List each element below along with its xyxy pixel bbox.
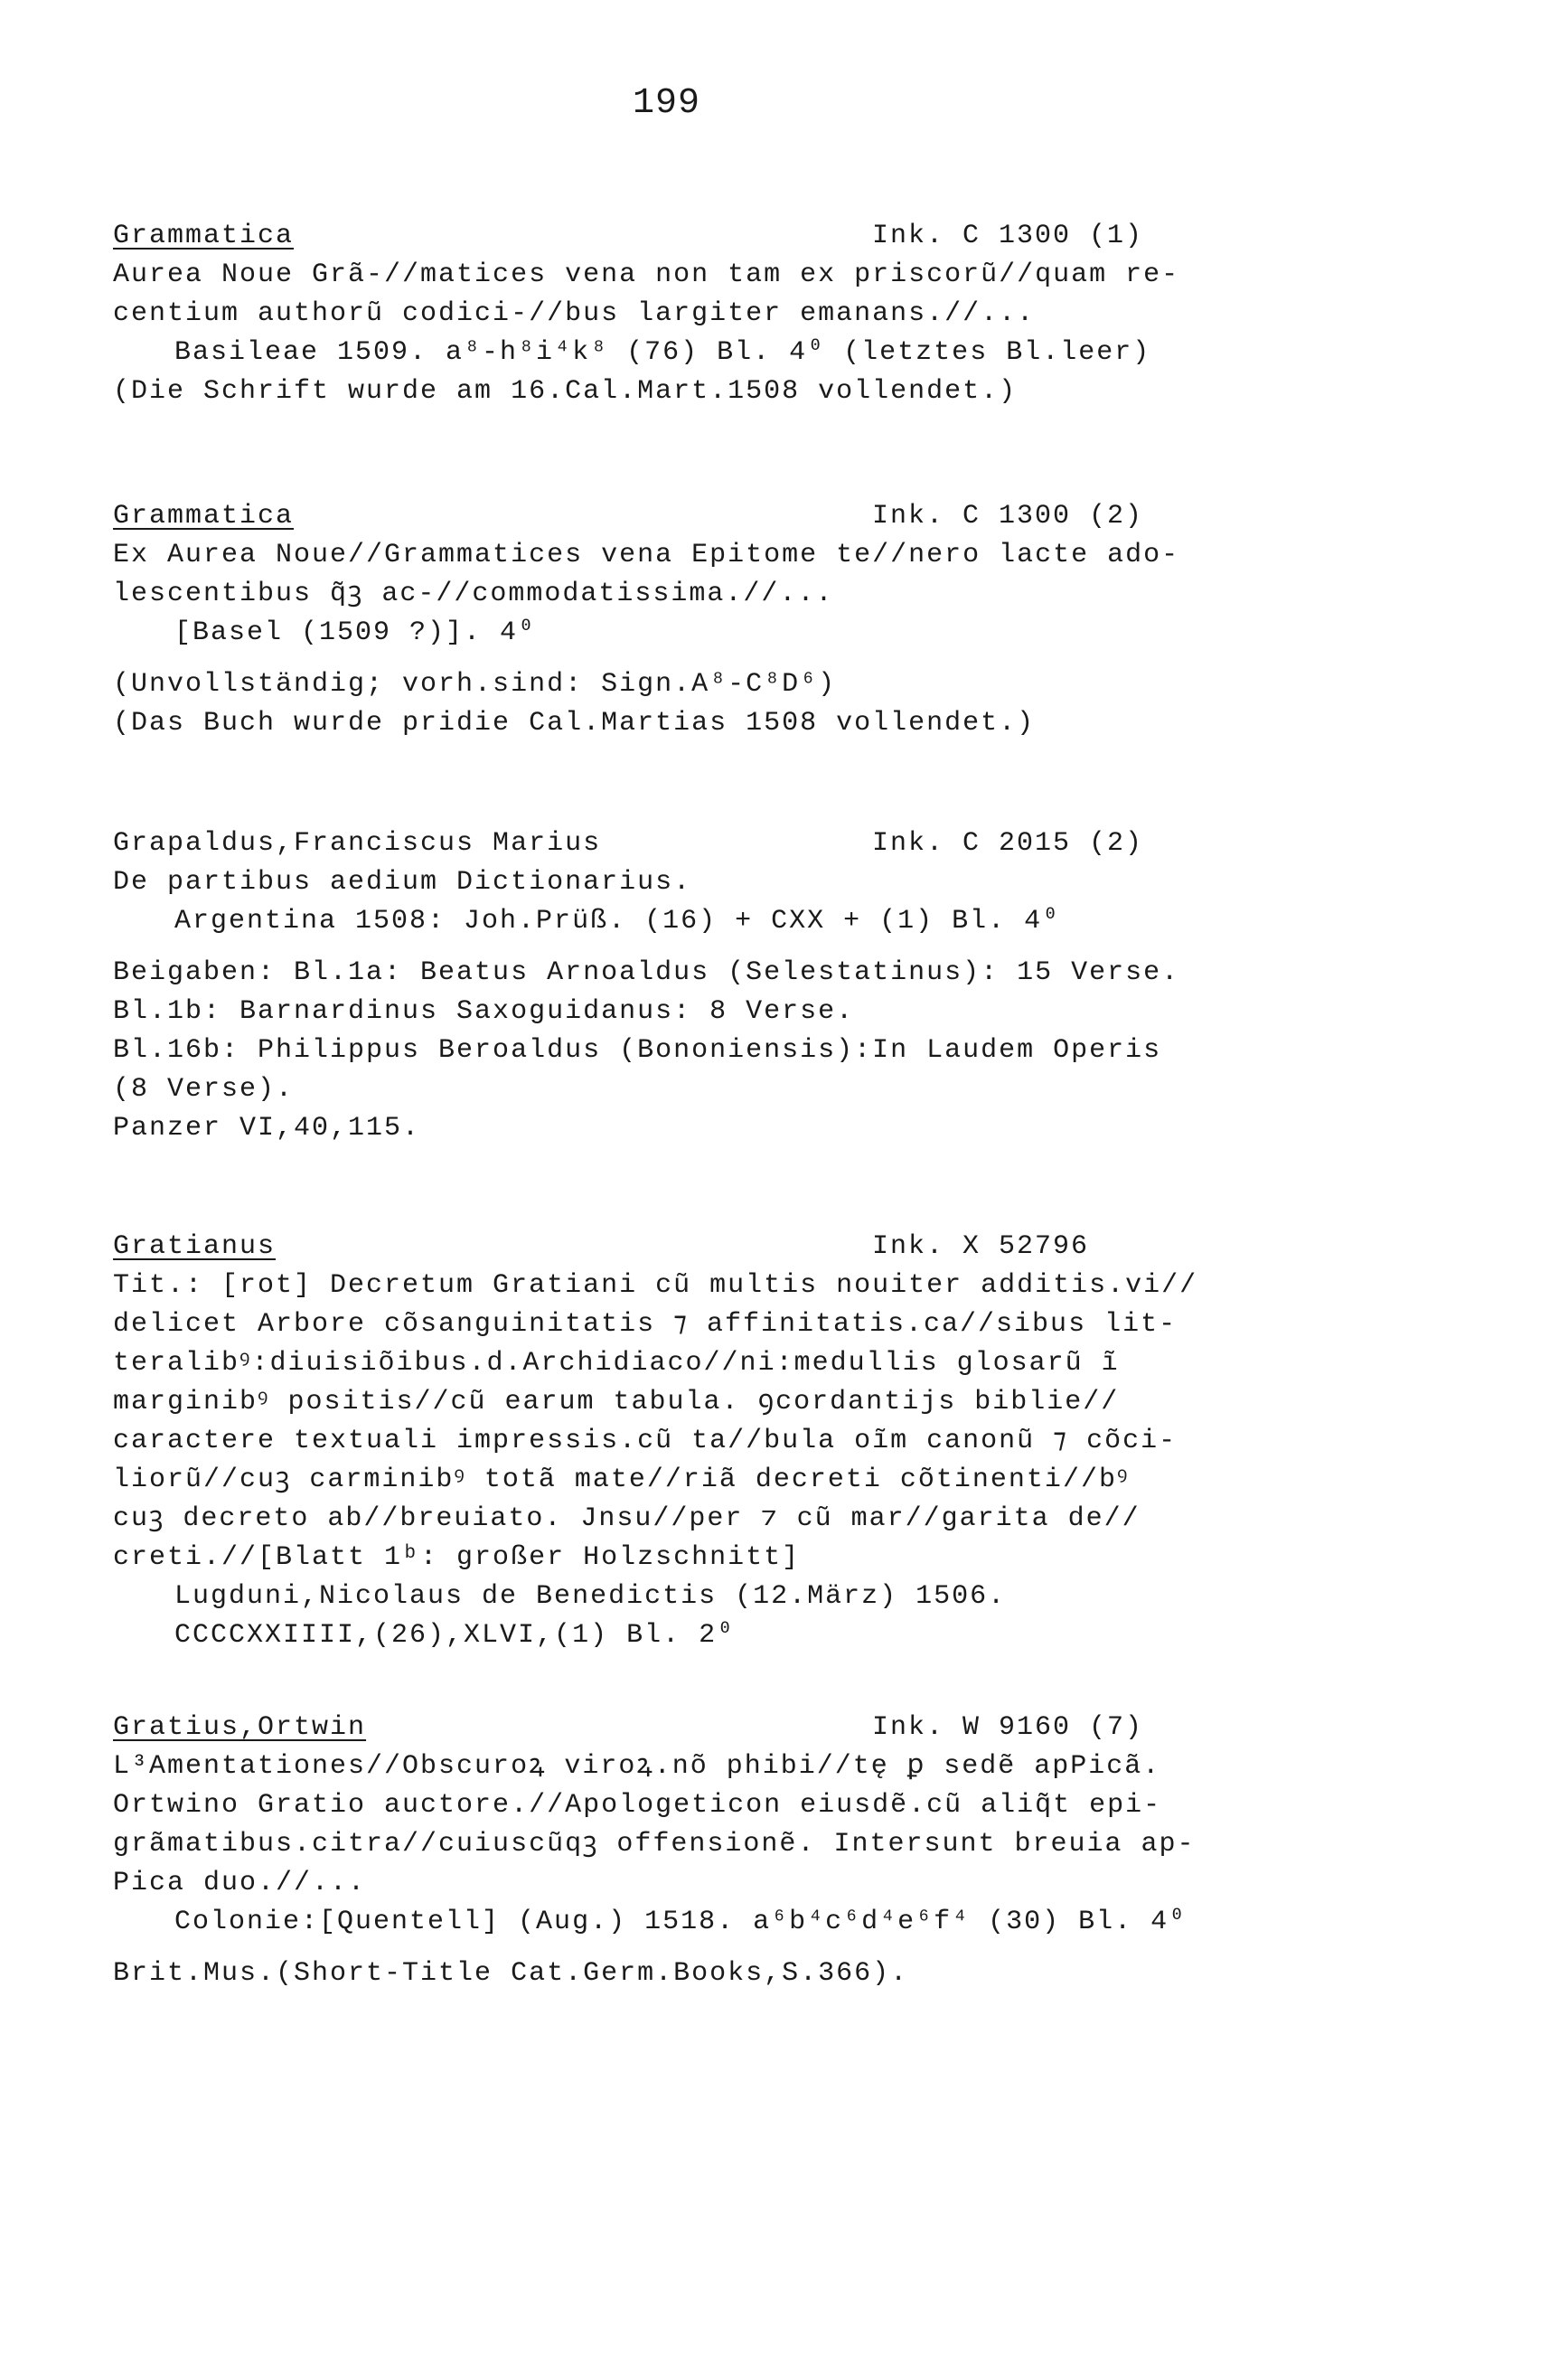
imprint-line: Argentina 1508: Joh.Prüß. (16) + CXX + (1) Bl. 4⁰ (174, 906, 1061, 937)
entry-heading-row (113, 824, 1324, 863)
entry-grapaldus (113, 824, 1324, 1148)
entry-heading: Grammatica (113, 501, 295, 532)
note-line: (Das Buch wurde pridie Cal.Martias 1508 vollendet.) (113, 708, 1036, 739)
entry-line: Tit.: [rot] Decretum Gratiani cũ multis nouiter additis.vi// (113, 1270, 1198, 1301)
imprint-line: Lugduni,Nicolaus de Benedictis (12.März) 1506. (174, 1581, 1007, 1612)
shelfmark: Ink. C 1300 (1) (872, 221, 1144, 251)
shelfmark: Ink. C 2015 (2) (872, 828, 1144, 859)
entry-grammatica-1 (113, 217, 1324, 411)
entry-line: cuꝫ decreto ab//breuiato. Jnsu//per ⁊ cũ mar//garita de// (113, 1503, 1141, 1534)
entry-line: centium authorũ codici-//bus largiter emanans.//... (113, 298, 1036, 329)
supplement-line: (8 Verse). (113, 1074, 295, 1105)
reference-line: Brit.Mus.(Short-Title Cat.Germ.Books,S.366). (113, 1958, 909, 1989)
imprint-line: Colonie:[Quentell] (Aug.) 1518. a⁶b⁴c⁶d⁴e⁶f⁴ (30) Bl. 4⁰ (174, 1907, 1188, 1937)
entry-line: creti.//[Blatt 1ᵇ: großer Holzschnitt] (113, 1542, 801, 1573)
shelfmark: Ink. W 9160 (7) (872, 1712, 1144, 1743)
entry-line: Ortwino Gratio auctore.//Apologeticon eiusdẽ.cũ aliq̃t epi- (113, 1790, 1162, 1821)
entry-line: marginibꝰ positis//cũ earum tabula. ꝯcordantijs biblie// (113, 1387, 1120, 1417)
entry-gratianus (113, 1228, 1324, 1655)
entry-line: liorũ//cuꝫ carminibꝰ totã mate//riã decreti cõtinenti//bꝰ (113, 1465, 1130, 1495)
note-line: (Unvollständig; vorh.sind: Sign.A⁸-C⁸D⁶) (113, 669, 837, 700)
entry-heading-row (113, 1228, 1324, 1267)
shelfmark: Ink. X 52796 (872, 1231, 1090, 1262)
supplement-line: Bl.1b: Barnardinus Saxoguidanus: 8 Verse. (113, 996, 855, 1027)
entry-heading-row (113, 497, 1324, 536)
entry-gratius (113, 1709, 1324, 1993)
entry-line: Pica duo.//... (113, 1868, 367, 1898)
entry-heading: Gratius,Ortwin (113, 1712, 367, 1743)
page-number: 199 (632, 83, 700, 124)
entry-line: Ex Aurea Noue//Grammatices vena Epitome te//nero lacte ado- (113, 540, 1180, 570)
reference-line: Panzer VI,40,115. (113, 1113, 421, 1144)
supplement-line: Beigaben: Bl.1a: Beatus Arnoaldus (Selestatinus): 15 Verse. (113, 957, 1180, 988)
entry-line: grãmatibus.citra//cuiuscũqꝫ offensionẽ. Intersunt breuia ap- (113, 1829, 1196, 1860)
imprint-line: Basileae 1509. a⁸-h⁸i⁴k⁸ (76) Bl. 4⁰ (letztes Bl.leer) (174, 337, 1151, 368)
note-line: (Die Schrift wurde am 16.Cal.Mart.1508 vollendet.) (113, 376, 1018, 407)
imprint-line: [Basel (1509 ?)]. 4⁰ (174, 617, 537, 648)
entry-heading: Grammatica (113, 221, 295, 251)
entry-heading-row (113, 1709, 1324, 1747)
supplement-line: Bl.16b: Philippus Beroaldus (Bononiensis):In Laudem Operis (113, 1035, 1162, 1066)
entry-line: teralibꝰ:diuisiõibus.d.Archidiaco//ni:medullis glosarũ ĩ (113, 1348, 1120, 1379)
collation-line: CCCCXXIIII,(26),XLVI,(1) Bl. 2⁰ (174, 1620, 736, 1651)
entry-heading-row (113, 217, 1324, 256)
entry-heading: Gratianus (113, 1231, 277, 1262)
entry-grammatica-2 (113, 497, 1324, 743)
entry-heading: Grapaldus,Franciscus Marius (113, 828, 602, 859)
entry-line: lescentibus q̃ꝫ ac-//commodatissima.//... (113, 579, 834, 609)
entry-line: delicet Arbore cõsanguinitatis ⁊ affinitatis.ca//sibus lit- (113, 1309, 1178, 1340)
entry-line: Aurea Noue Grã-//matices vena non tam ex priscorũ//quam re- (113, 259, 1180, 290)
shelfmark: Ink. C 1300 (2) (872, 501, 1144, 532)
entry-line: De partibus aedium Dictionarius. (113, 867, 692, 898)
entry-line: L³Amentationes//Obscuroꝝ viroꝝ.nõ phibi//tę ꝑ sedẽ apPicã. (113, 1751, 1161, 1782)
entry-line: caractere textuali impressis.cũ ta//bula oĩm canonũ ⁊ cõci- (113, 1426, 1178, 1456)
